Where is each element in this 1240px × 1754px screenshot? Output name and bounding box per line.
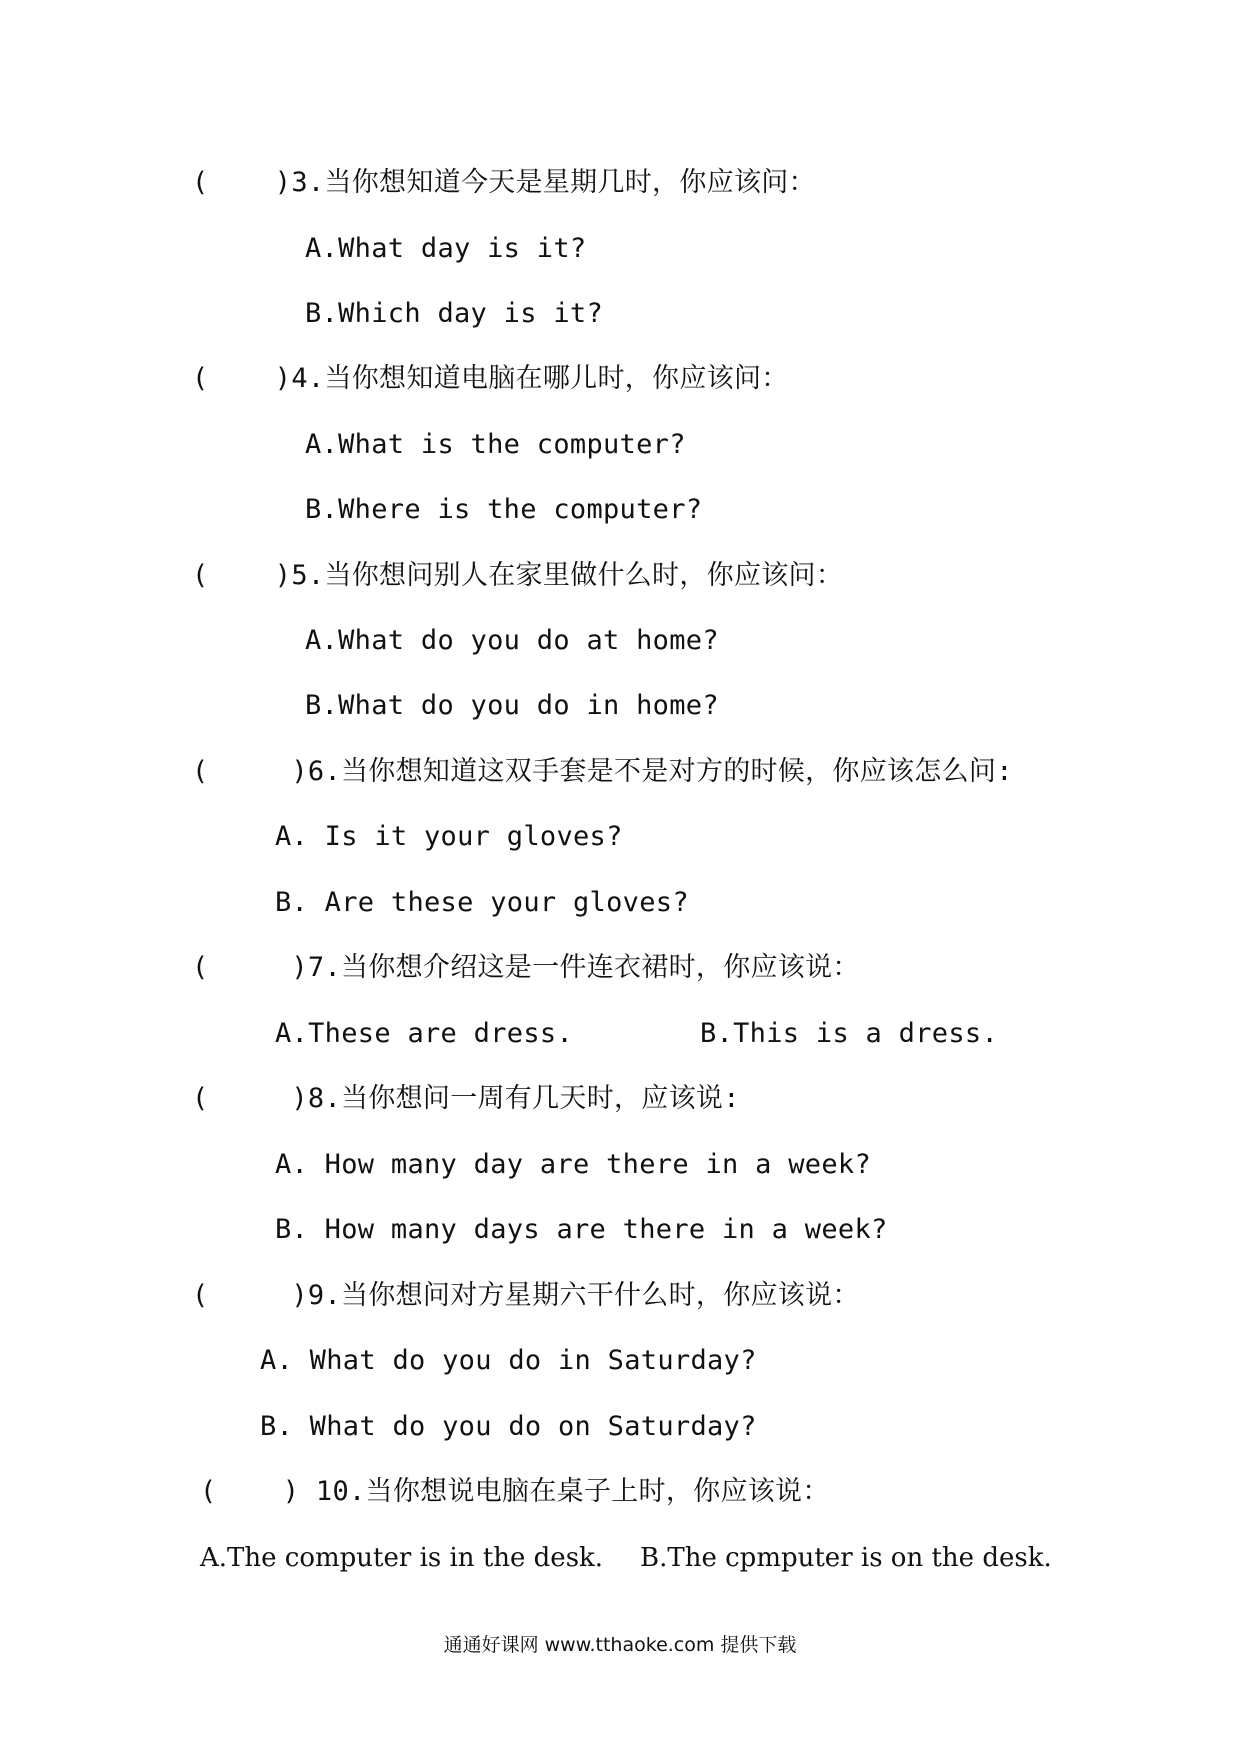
question-5-stem: ( )5.当你想问别人在家里做什么时，你应该问： (192, 560, 844, 591)
question-9-stem: ( )9.当你想问对方星期六干什么时，你应该说： (192, 1280, 860, 1311)
question-6-stem: ( )6.当你想知道这双手套是不是对方的时候，你应该怎么问: (192, 756, 1013, 787)
question-6-option-a: A. Is it your gloves? (275, 821, 623, 852)
question-7-option-a: A.These are dress. (275, 1018, 573, 1049)
question-10-option-a: A.The computer is in the desk. (200, 1543, 604, 1573)
page-footer: 通通好课网 www.tthaoke.com 提供下载 (443, 1634, 797, 1656)
question-8-stem: ( )8.当你想问一周有几天时，应该说: (192, 1083, 740, 1114)
question-3-option-b: B.Which day is it? (305, 298, 603, 329)
question-4-option-a: A.What is the computer? (305, 429, 686, 460)
question-3-option-a: A.What day is it? (305, 233, 587, 264)
question-7-option-b: B.This is a dress. (700, 1018, 998, 1049)
question-5-option-a: A.What do you do at home? (305, 625, 719, 656)
question-6-option-b: B. Are these your gloves? (275, 887, 689, 918)
question-3-stem: ( )3.当你想知道今天是星期几时，你应该问： (192, 167, 816, 198)
question-5-option-b: B.What do you do in home? (305, 690, 719, 721)
question-9-option-a: A. What do you do in Saturday? (260, 1345, 757, 1376)
question-9-option-b: B. What do you do on Saturday? (260, 1411, 757, 1442)
question-10-stem: ( ) 10.当你想说电脑在桌子上时，你应该说： (200, 1476, 830, 1507)
question-8-option-a: A. How many day are there in a week? (275, 1149, 871, 1180)
question-7-stem: ( )7.当你想介绍这是一件连衣裙时，你应该说： (192, 952, 860, 983)
question-10-option-b: B.The cpmputer is on the desk. (640, 1543, 1052, 1573)
question-4-option-b: B.Where is the computer? (305, 494, 703, 525)
question-8-option-b: B. How many days are there in a week? (275, 1214, 888, 1245)
question-4-stem: ( )4.当你想知道电脑在哪儿时，你应该问： (192, 363, 789, 394)
